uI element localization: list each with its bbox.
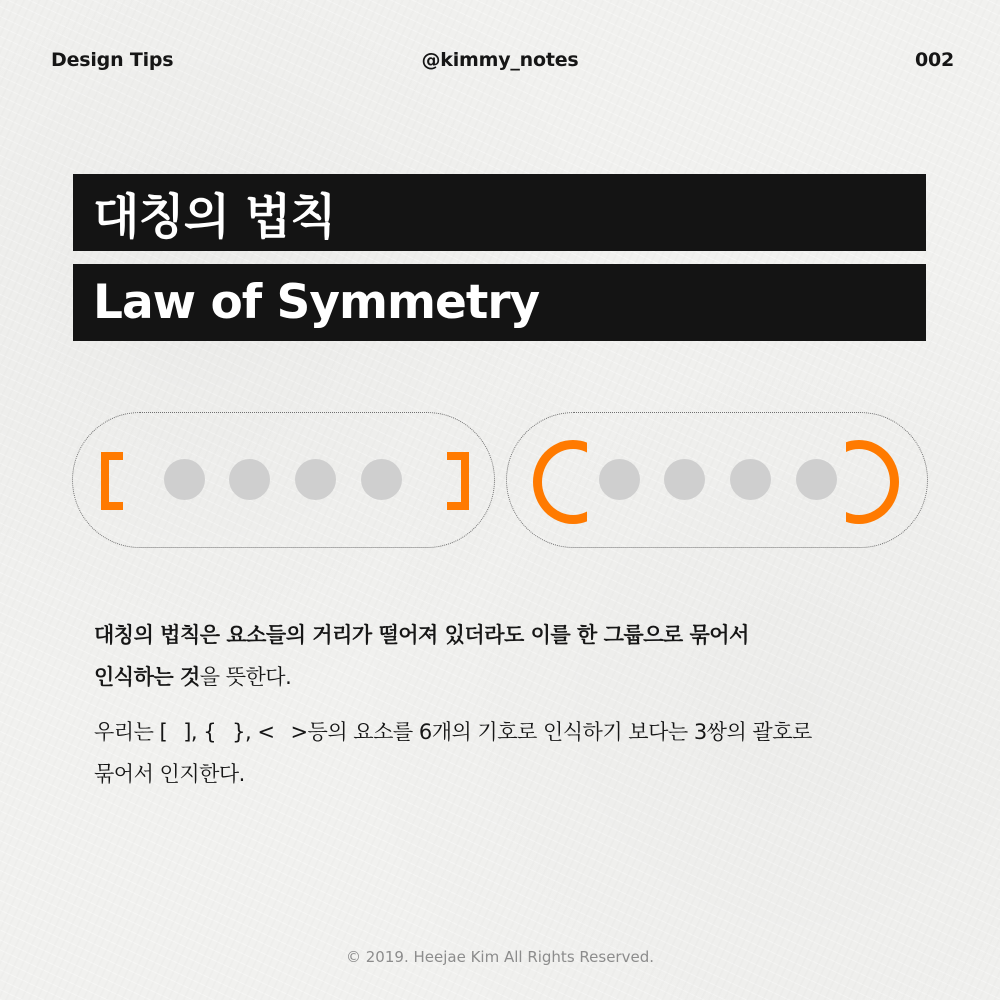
gray-dot — [361, 459, 402, 500]
gray-dot — [295, 459, 336, 500]
example-part: 묶어서 인지한다. — [94, 762, 245, 786]
open-square-bracket-icon — [101, 452, 123, 510]
author-handle: @kimmy_notes — [421, 49, 579, 71]
example-part: ], { — [183, 720, 217, 744]
title-english-bar — [73, 264, 926, 341]
definition-rest: 을 뜻한다. — [199, 665, 292, 689]
title-korean: 대칭의 법칙 — [93, 189, 336, 245]
close-square-bracket-icon — [447, 452, 469, 510]
gray-dot — [229, 459, 270, 500]
definition-bold-phrase: 인식하는 것 — [94, 665, 200, 689]
gray-dot — [730, 459, 771, 500]
definition-paragraph — [94, 614, 914, 698]
example-part: }, < — [232, 720, 275, 744]
gray-dot — [664, 459, 705, 500]
group-outline-left — [72, 412, 495, 548]
series-label: Design Tips — [51, 49, 174, 71]
open-parenthesis-icon — [527, 440, 587, 524]
gray-dot — [599, 459, 640, 500]
gray-dot — [796, 459, 837, 500]
example-paragraph — [94, 711, 914, 795]
title-korean-bar — [73, 174, 926, 251]
close-parenthesis-icon — [846, 440, 906, 524]
copyright-footer: © 2019. Heejae Kim All Rights Reserved. — [346, 948, 654, 966]
definition-bold-line: 대칭의 법칙은 요소들의 거리가 떨어져 있더라도 이를 한 그룹으로 묶어서 — [94, 623, 749, 647]
example-part: 우리는 [ — [94, 720, 168, 744]
gray-dot — [164, 459, 205, 500]
example-part: >등의 요소를 6개의 기호로 인식하기 보다는 3쌍의 괄호로 — [290, 720, 812, 744]
title-english: Law of Symmetry — [93, 275, 540, 330]
post-number: 002 — [914, 49, 954, 71]
